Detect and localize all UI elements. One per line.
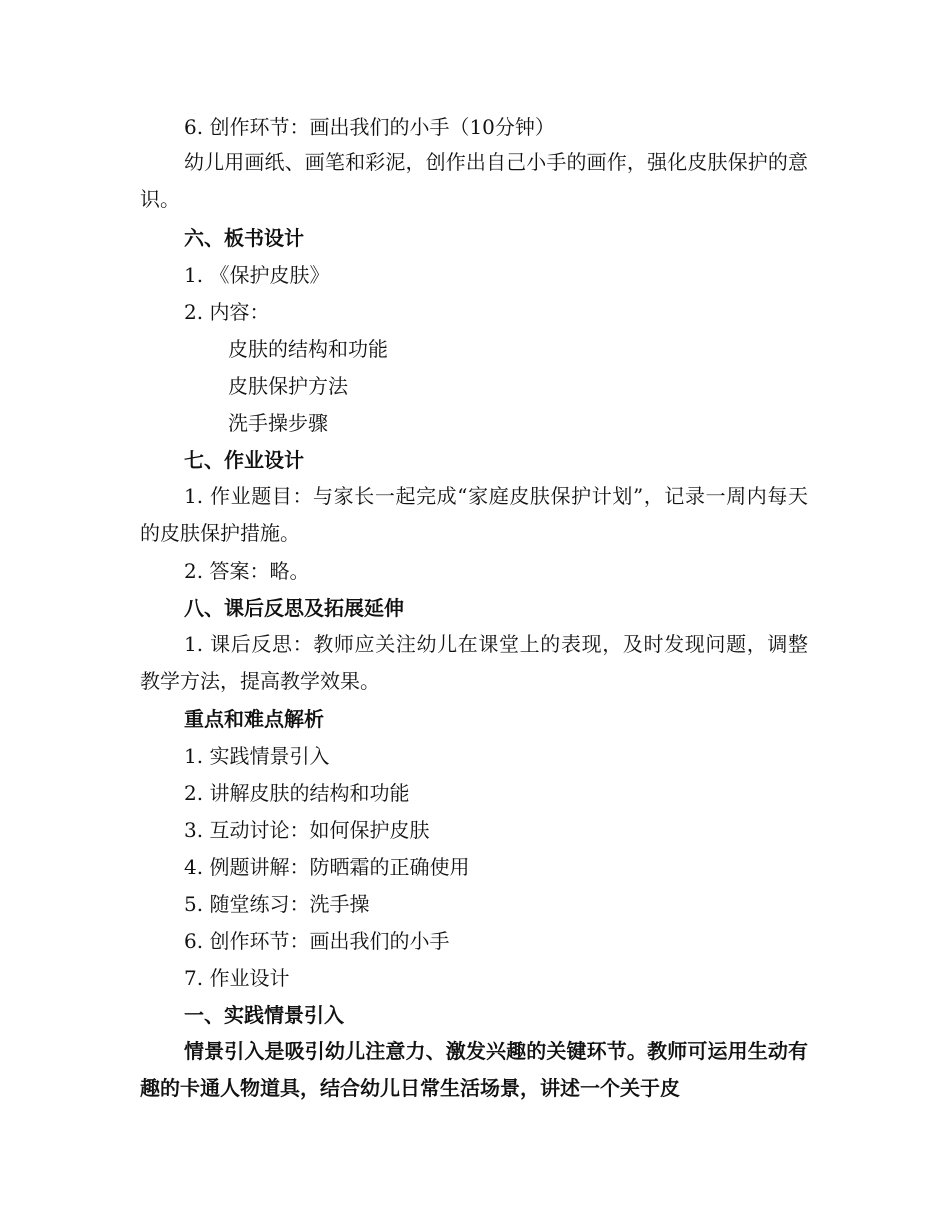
paragraph-homework-topic: 1. 作业题目：与家长一起完成“家庭皮肤保护计划”，记录一周内每天的皮肤保护措施。 [140, 484, 808, 545]
key-point-1: 1. 实践情景引入 [184, 744, 330, 768]
paragraph-creation-desc: 幼儿用画纸、画笔和彩泥，创作出自己小手的画作，强化皮肤保护的意识。 [140, 150, 808, 211]
item-creation-session: 6. 创作环节：画出我们的小手（10分钟） [184, 115, 555, 139]
sub-item-handwash-steps: 洗手操步骤 [228, 411, 328, 435]
heading-key-points: 重点和难点解析 [184, 707, 324, 731]
key-point-7: 7. 作业设计 [184, 966, 290, 990]
heading-homework-design: 七、作业设计 [184, 448, 304, 472]
key-point-3: 3. 互动讨论：如何保护皮肤 [184, 818, 430, 842]
heading-board-design: 六、板书设计 [184, 226, 304, 250]
sub-item-skin-structure: 皮肤的结构和功能 [228, 337, 388, 361]
key-point-4: 4. 例题讲解：防晒霜的正确使用 [184, 855, 470, 879]
item-board-content: 2. 内容： [184, 300, 270, 324]
item-homework-answer: 2. 答案：略。 [184, 559, 310, 583]
item-board-title: 1. 《保护皮肤》 [184, 263, 330, 287]
key-point-6: 6. 创作环节：画出我们的小手 [184, 929, 450, 953]
key-point-2: 2. 讲解皮肤的结构和功能 [184, 781, 410, 805]
paragraph-reflection: 1. 课后反思：教师应关注幼儿在课堂上的表现，及时发现问题，调整教学方法，提高教学效果。 [140, 632, 808, 693]
key-point-5: 5. 随堂练习：洗手操 [184, 892, 370, 916]
paragraph-practice-intro: 情景引入是吸引幼儿注意力、激发兴趣的关键环节。教师可运用生动有趣的卡通人物道具，结合幼儿日常生活场景，讲述一个关于皮 [140, 1039, 808, 1100]
sub-item-skin-protection: 皮肤保护方法 [228, 374, 348, 398]
heading-practice-intro: 一、实践情景引入 [184, 1003, 344, 1027]
heading-reflection: 八、课后反思及拓展延伸 [184, 596, 404, 620]
